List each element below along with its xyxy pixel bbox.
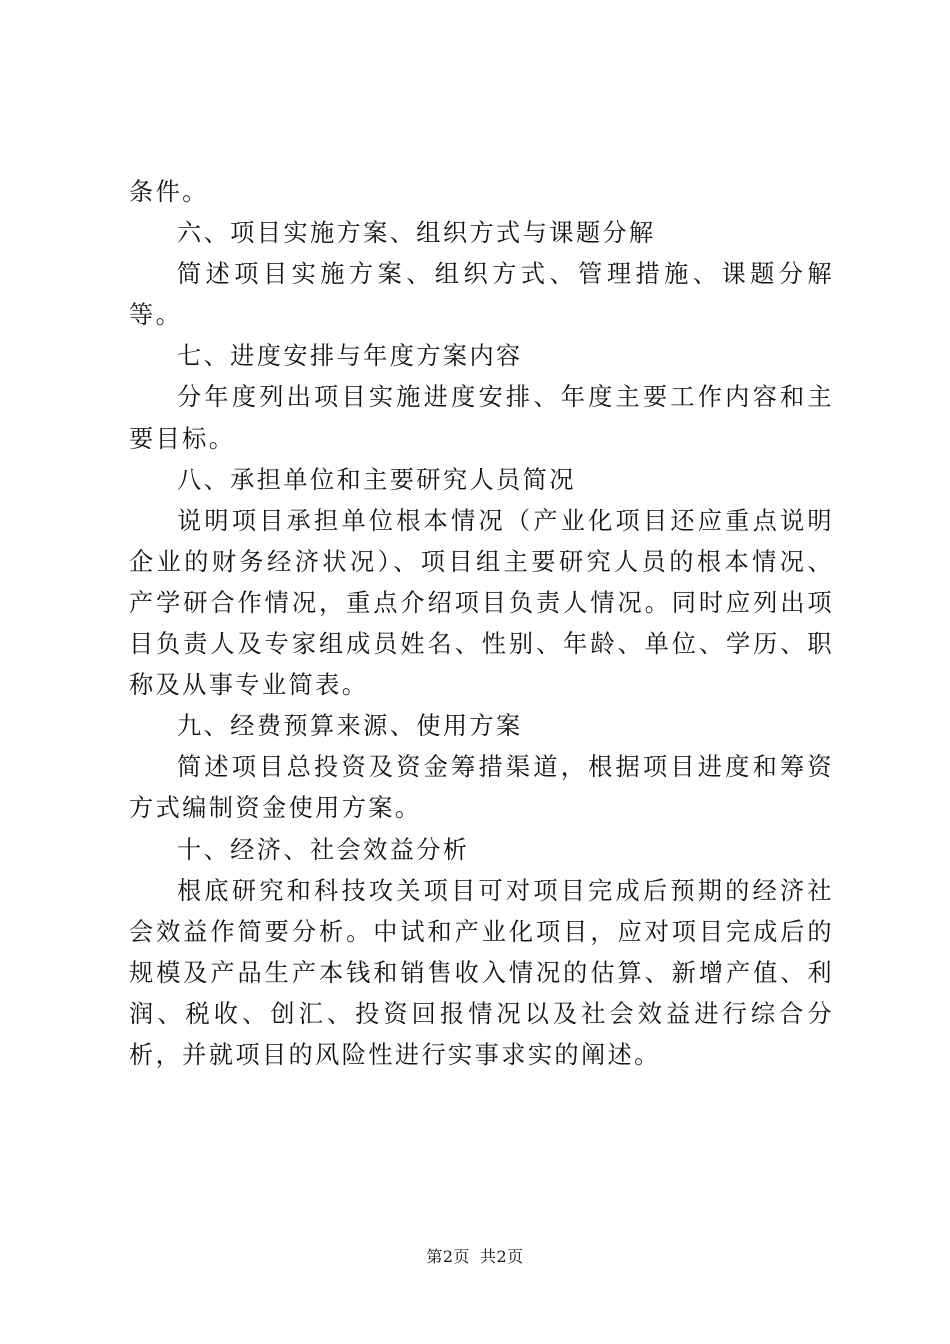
document-body (129, 172, 834, 1076)
section-heading-6: 六、项目实施方案、组织方式与课题分解 (177, 219, 656, 248)
page-total: 共2页 (480, 1247, 524, 1266)
paragraph-continuation: 条件。 (129, 178, 209, 206)
paragraph-section-10: 根底研究和科技攻关项目可对项目完成后预期的经济社会效益作简要分析。中试和产业化项目，应对项目完成后的规模及产品生产本钱和销售收入情况的估算、新增产值、利润、税收、创汇、投资回报情况以及社会效益进行综合分析，并就项目的风险性进行实事求实的阐述。 (129, 876, 834, 1069)
section-heading-7: 七、进度安排与年度方案内容 (177, 342, 523, 371)
section-heading-10: 十、经济、社会效益分析 (177, 835, 470, 864)
page-number: 第2页 (426, 1247, 470, 1266)
page-footer (0, 1244, 950, 1267)
paragraph-section-6: 简述项目实施方案、组织方式、管理措施、课题分解等。 (129, 260, 834, 330)
paragraph-section-7: 分年度列出项目实施进度安排、年度主要工作内容和主要目标。 (129, 383, 834, 453)
section-heading-8: 八、承担单位和主要研究人员简况 (177, 465, 576, 494)
paragraph-section-8: 说明项目承担单位根本情况（产业化项目还应重点说明企业的财务经济状况）、项目组主要研究人员的根本情况、产学研合作情况，重点介绍项目负责人情况。同时应列出项目负责人及专家组成员姓名、性别、年龄、单位、学历、职称及从事专业简表。 (129, 506, 834, 700)
paragraph-section-9: 简述项目总投资及资金筹措渠道，根据项目进度和筹资方式编制资金使用方案。 (129, 753, 834, 823)
section-heading-9: 九、经费预算来源、使用方案 (177, 712, 523, 741)
